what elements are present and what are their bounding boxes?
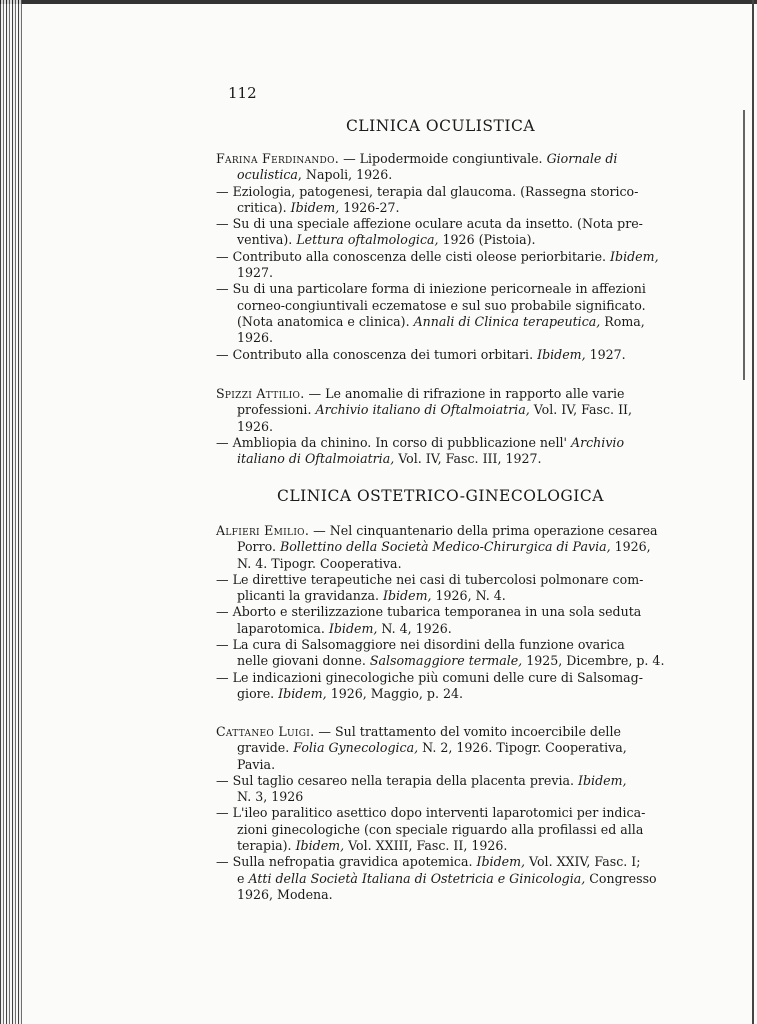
italic-reference: Archivio italiano di Oftalmoiatria, bbox=[315, 402, 530, 418]
scan-edge-right-mark bbox=[743, 110, 745, 380]
entry-line bbox=[216, 330, 678, 346]
entry-line bbox=[216, 249, 678, 265]
entry-text: 1926, N. 4. bbox=[431, 588, 506, 604]
entry-line bbox=[216, 314, 678, 330]
italic-reference: Ibidem, bbox=[295, 838, 345, 854]
scan-edge-right bbox=[752, 0, 754, 1024]
entry-text: plicanti la gravidanza. bbox=[237, 588, 383, 604]
entry-text: ventiva). bbox=[237, 232, 297, 248]
entry-text: Roma, bbox=[600, 313, 645, 329]
bibliography-entry-farina bbox=[216, 151, 678, 363]
entry-line bbox=[216, 757, 678, 773]
entry-text: e bbox=[237, 870, 249, 886]
entry-line bbox=[216, 789, 678, 805]
author-name: Cattaneo Luigi. bbox=[216, 724, 315, 739]
entry-text: professioni. bbox=[237, 402, 316, 418]
entry-line bbox=[216, 773, 678, 789]
entry-text: — Aborto e sterilizzazione tubarica temporanea in una sola seduta bbox=[216, 604, 642, 620]
entry-text: Vol. IV, Fasc. III, 1927. bbox=[394, 451, 542, 467]
entry-line bbox=[216, 435, 678, 451]
bibliography-entry-cattaneo bbox=[216, 724, 678, 903]
entry-text: — Su di una speciale affezione oculare acuta da insetto. (Nota pre- bbox=[216, 216, 643, 232]
author-name: Alfieri Emilio. bbox=[216, 523, 310, 538]
entry-text: , Napoli, 1926. bbox=[297, 167, 393, 183]
entry-line bbox=[216, 686, 678, 702]
entry-line bbox=[216, 347, 678, 363]
entry-line bbox=[216, 887, 678, 903]
italic-reference: Lettura oftalmologica, bbox=[296, 232, 439, 248]
entry-text: Pavia. bbox=[237, 756, 276, 772]
entry-line bbox=[216, 184, 678, 200]
entry-text: critica). bbox=[237, 199, 291, 215]
italic-reference: italiano di Oftalmoiatria, bbox=[237, 451, 395, 467]
entry-text: (Nota anatomica e clinica). bbox=[237, 313, 414, 329]
entry-text: — Contributo alla conoscenza delle cisti oleose periorbitarie. bbox=[216, 248, 611, 264]
entry-text: — La cura di Salsomaggiore nei disordini della funzione ovarica bbox=[216, 637, 625, 653]
entry-line bbox=[216, 167, 678, 183]
entry-text: Vol. XXIII, Fasc. II, 1926. bbox=[344, 838, 508, 854]
entry-text: — Contributo alla conoscenza dei tumori orbitari. bbox=[216, 346, 538, 362]
italic-reference: Folia Gynecologica, bbox=[293, 740, 419, 756]
italic-reference: oculistica bbox=[237, 167, 298, 183]
scan-edge-top bbox=[0, 0, 757, 4]
entry-text: Vol. IV, Fasc. II, bbox=[529, 402, 633, 418]
entry-line bbox=[216, 740, 678, 756]
entry-line bbox=[216, 298, 678, 314]
entry-text: — Le indicazioni ginecologiche più comuni delle cure di Salsomag- bbox=[216, 669, 643, 685]
entry-line bbox=[216, 604, 678, 620]
page-number: 112 bbox=[228, 84, 257, 102]
entry-text: 1926, Modena. bbox=[237, 886, 333, 902]
entry-line bbox=[216, 216, 678, 232]
entry-text: 1927. bbox=[585, 346, 626, 362]
italic-reference: Ibidem, bbox=[537, 346, 586, 362]
entry-line bbox=[216, 265, 678, 281]
entry-text: N. 4, 1926. bbox=[377, 620, 452, 636]
scan-edge-left bbox=[0, 0, 22, 1024]
entry-line bbox=[216, 523, 678, 539]
entry-line bbox=[216, 556, 678, 572]
entry-text: zioni ginecologiche (con speciale riguardo alla profilassi ed alla bbox=[237, 821, 644, 837]
entry-text: — Sul trattamento del vomito incoercibile delle bbox=[314, 724, 621, 739]
bibliography-entry-alfieri bbox=[216, 523, 678, 702]
entry-line bbox=[216, 232, 678, 248]
entry-text: laparotomica. bbox=[237, 620, 329, 636]
entry-line bbox=[216, 539, 678, 555]
bibliography-entry-spizzi bbox=[216, 386, 678, 467]
italic-reference: Ibidem, bbox=[382, 588, 432, 604]
entry-line bbox=[216, 854, 678, 870]
italic-reference: Ibidem, bbox=[578, 772, 627, 788]
italic-reference: Ibidem, bbox=[476, 854, 526, 870]
entry-line bbox=[216, 653, 678, 669]
section-title-ostetrico: CLINICA OSTETRICO-GINECOLOGICA bbox=[277, 487, 604, 505]
italic-reference: Ibidem, bbox=[328, 620, 378, 636]
entry-line bbox=[216, 151, 678, 167]
entry-line bbox=[216, 822, 678, 838]
entry-line bbox=[216, 386, 678, 402]
entry-text: — Eziologia, patogenesi, terapia dal glaucoma. (Rassegna storico- bbox=[216, 183, 639, 199]
entry-text: gravide. bbox=[237, 740, 294, 756]
entry-line bbox=[216, 402, 678, 418]
entry-text: N. 3, 1926 bbox=[237, 789, 304, 805]
italic-reference: Ibidem, bbox=[610, 248, 659, 264]
italic-reference: Atti della Società Italiana di Ostetricia e Ginicologia, bbox=[248, 870, 586, 886]
entry-text: 1926, Maggio, p. 24. bbox=[326, 685, 463, 701]
entry-text: corneo-congiuntivali eczematose e sul suo probabile significato. bbox=[237, 297, 646, 313]
entry-text: 1926. bbox=[237, 330, 274, 346]
italic-reference: Giornale di bbox=[546, 151, 618, 166]
italic-reference: Ibidem, bbox=[290, 199, 340, 215]
entry-text: 1926, bbox=[610, 539, 651, 555]
entry-text: — L'ileo paralitico asettico dopo interventi laparotomici per indica- bbox=[216, 805, 646, 821]
author-name: Farina Ferdinando. bbox=[216, 151, 340, 166]
entry-line bbox=[216, 588, 678, 604]
italic-reference: Ibidem, bbox=[278, 685, 327, 701]
entry-text: 1926. bbox=[237, 418, 274, 434]
entry-text: 1926-27. bbox=[339, 199, 400, 215]
italic-reference: Bollettino della Società Medico-Chirurgica di Pavia, bbox=[279, 539, 611, 555]
entry-text: — Su di una particolare forma di iniezione pericorneale in affezioni bbox=[216, 281, 646, 297]
entry-line bbox=[216, 281, 678, 297]
entry-text: 1925, Dicembre, p. 4. bbox=[522, 653, 665, 669]
section-title-oculistica: CLINICA OCULISTICA bbox=[345, 117, 536, 135]
entry-text: — Le direttive terapeutiche nei casi di tubercolosi polmonare com- bbox=[216, 571, 644, 587]
entry-text: — Sul taglio cesareo nella terapia della placenta previa. bbox=[216, 772, 579, 788]
entry-text: — Lipodermoide congiuntivale. bbox=[339, 151, 547, 166]
entry-text: giore. bbox=[237, 685, 279, 701]
entry-text: N. 4. Tipogr. Cooperativa. bbox=[237, 555, 402, 571]
entry-text: Vol. XXIV, Fasc. I; bbox=[525, 854, 641, 870]
entry-line bbox=[216, 572, 678, 588]
entry-line bbox=[216, 621, 678, 637]
entry-line bbox=[216, 637, 678, 653]
entry-line bbox=[216, 871, 678, 887]
entry-text: terapia). bbox=[237, 838, 296, 854]
entry-text: Congresso bbox=[585, 870, 657, 886]
entry-text: — Nel cinquantenario della prima operazione cesarea bbox=[309, 523, 658, 538]
entry-text: Porro. bbox=[237, 539, 280, 555]
italic-reference: Salsomaggiore termale, bbox=[369, 653, 523, 669]
entry-text: — Ambliopia da chinino. In corso di pubblicazione nell' bbox=[216, 434, 572, 450]
entry-line bbox=[216, 419, 678, 435]
italic-reference: Archivio bbox=[571, 434, 625, 450]
entry-line bbox=[216, 805, 678, 821]
entry-line bbox=[216, 670, 678, 686]
entry-text: 1926 (Pistoia). bbox=[438, 232, 536, 248]
entry-text: 1927. bbox=[237, 265, 274, 281]
entry-text: — Le anomalie di rifrazione in rapporto alle varie bbox=[304, 386, 625, 401]
entry-text: N. 2, 1926. Tipogr. Cooperativa, bbox=[418, 740, 627, 756]
entry-text: nelle giovani donne. bbox=[237, 653, 370, 669]
italic-reference: Annali di Clinica terapeutica, bbox=[413, 313, 601, 329]
entry-line bbox=[216, 200, 678, 216]
entry-line bbox=[216, 724, 678, 740]
entry-line bbox=[216, 451, 678, 467]
entry-line bbox=[216, 838, 678, 854]
author-name: Spizzi Attilio. bbox=[216, 386, 305, 401]
entry-text: — Sulla nefropatia gravidica apotemica. bbox=[216, 854, 477, 870]
